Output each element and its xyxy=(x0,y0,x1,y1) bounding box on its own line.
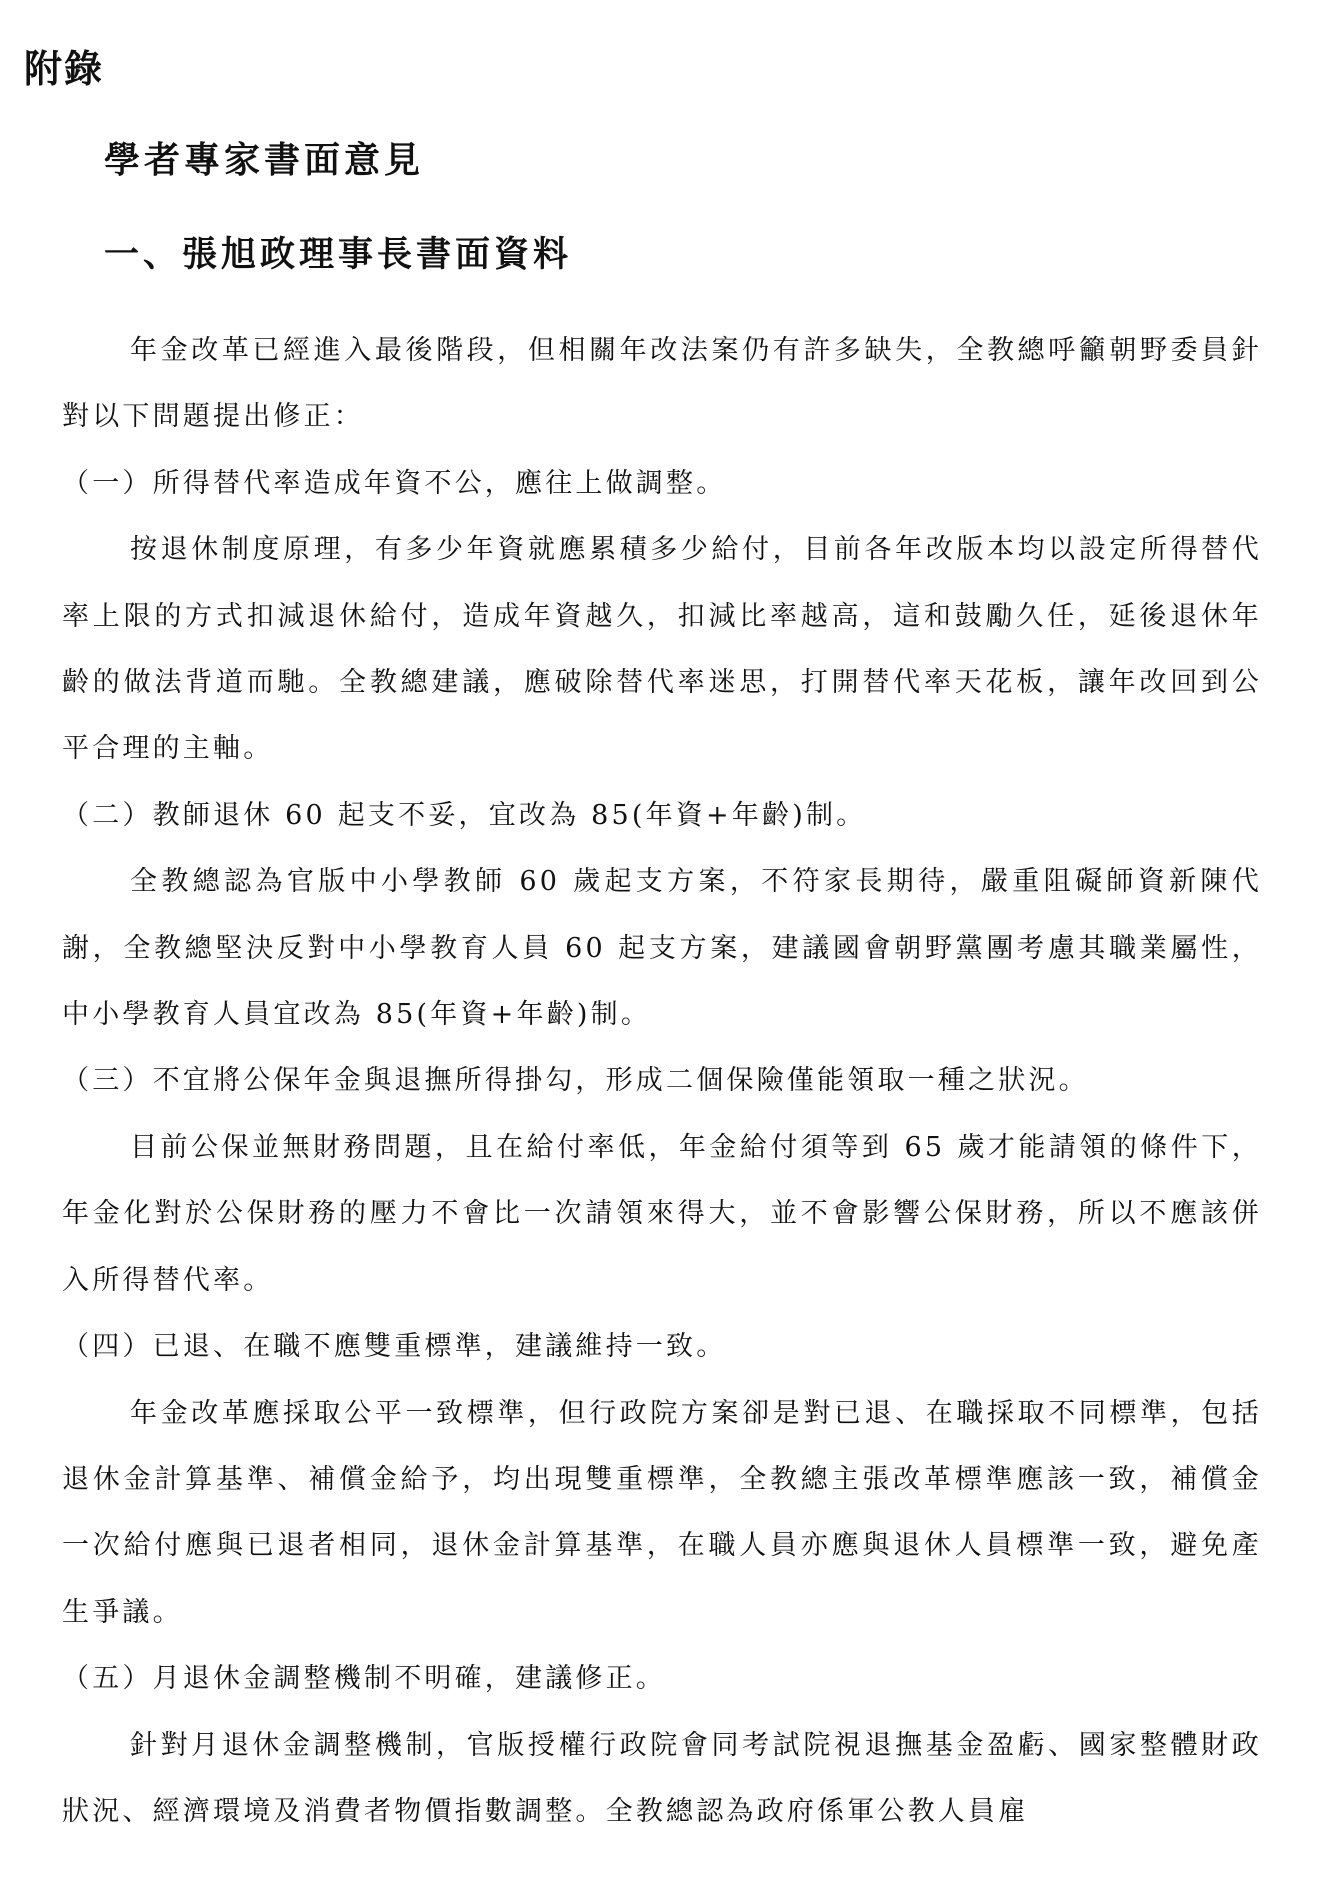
item-paragraph-4: 年金改革應採取公平一致標準，但行政院方案卻是對已退、在職採取不同標準，包括退休金計算基準、補償金給予，均出現雙重標準，全教總主張改革標準應該一致，補償金一次給付應與已退者相同，退休金計算基準，在職人員亦應與退休人員標準一致，避免產生爭議。 xyxy=(62,1397,1262,1628)
section-heading: 學者專家書面意見 xyxy=(104,140,425,181)
item-paragraph-1: 按退休制度原理，有多少年資就應累積多少給付，目前各年改版本均以設定所得替代率上限的方式扣減退休給付，造成年資越久，扣減比率越高，這和鼓勵久任，延後退休年齡的做法背道而馳。全教總建議，應破除替代率迷思，打開替代率天花板，讓年改回到公平合理的主軸。 xyxy=(62,534,1262,765)
item-heading-1: （一）所得替代率造成年資不公，應往上做調整。 xyxy=(62,467,727,499)
item-heading-4: （四）已退、在職不應雙重標準，建議維持一致。 xyxy=(62,1331,727,1363)
subsection-heading: 一、張旭政理事長書面資料 xyxy=(104,235,573,275)
document-body xyxy=(62,318,1262,1845)
appendix-heading: 附錄 xyxy=(24,47,105,91)
item-paragraph-3: 目前公保並無財務問題，且在給付率低，年金給付須等到 65 歲才能請領的條件下，年金化對於公保財務的壓力不會比一次請領來得大，並不會影響公保財務，所以不應該併入所得替代率。 xyxy=(62,1131,1262,1296)
item-paragraph-2: 全教總認為官版中小學教師 60 歲起支方案，不符家長期待，嚴重阻礙師資新陳代謝，全教總堅決反對中小學教育人員 60 起支方案，建議國會朝野黨團考慮其職業屬性，中小學教育人員宜改為 85(年資+年齡)制。 xyxy=(62,866,1262,1031)
item-heading-5: （五）月退休金調整機制不明確，建議修正。 xyxy=(62,1663,666,1695)
item-heading-2: （二）教師退休 60 起支不妥，宜改為 85(年資+年齡)制。 xyxy=(62,799,867,831)
item-paragraph-5: 針對月退休金調整機制，官版授權行政院會同考試院視退撫基金盈虧、國家整體財政狀況、經濟環境及消費者物價指數調整。全教總認為政府係軍公教人員雇 xyxy=(62,1729,1262,1827)
intro-paragraph: 年金改革已經進入最後階段，但相關年改法案仍有許多缺失，全教總呼籲朝野委員針對以下問題提出修正： xyxy=(62,335,1262,433)
item-heading-3: （三）不宜將公保年金與退撫所得掛勾，形成二個保險僅能領取一種之狀況。 xyxy=(62,1065,1089,1097)
